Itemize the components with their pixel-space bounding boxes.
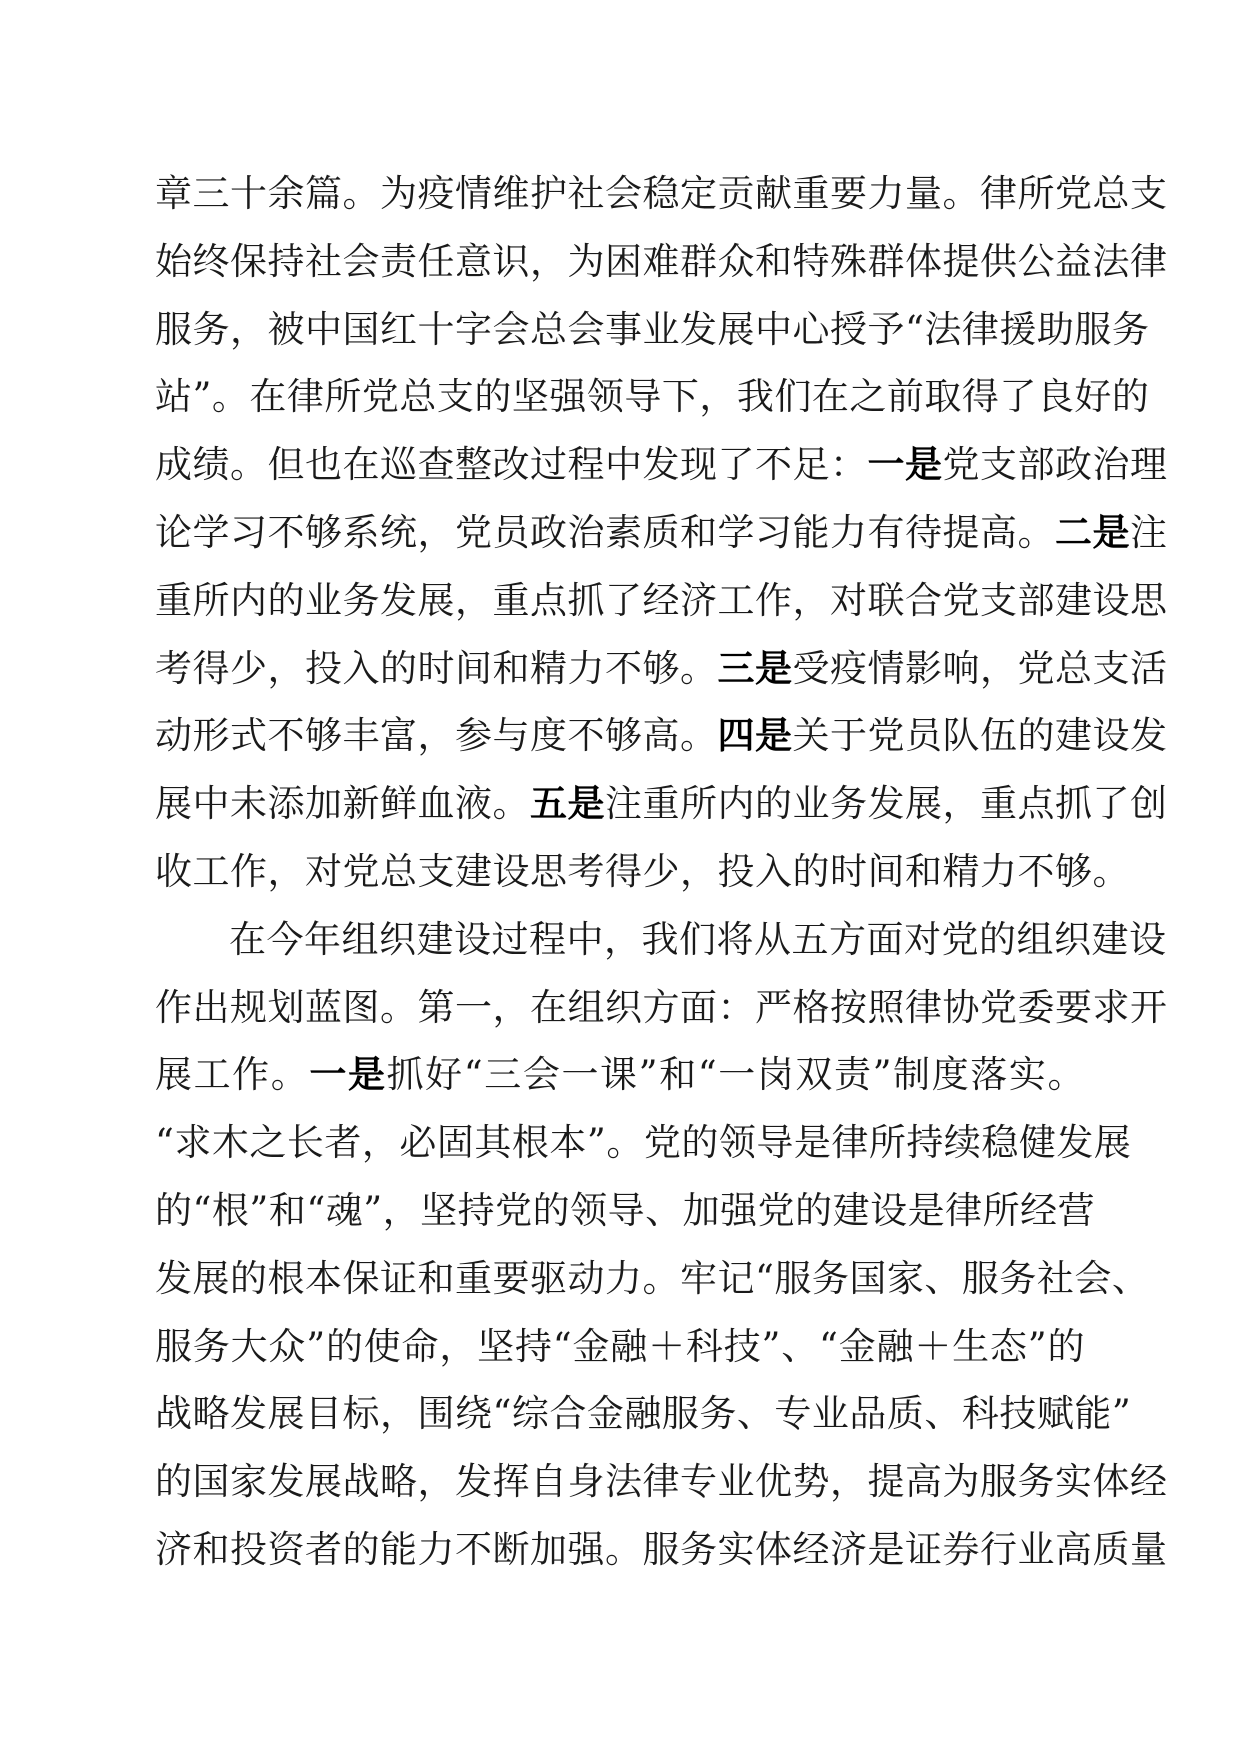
text-segment: 动形式不够丰富，参与度不够高。 <box>155 714 718 758</box>
text-line <box>155 1448 1168 1516</box>
text-line <box>155 1245 1150 1313</box>
text-segment: 发展的根本保证和重要驱动力。牢记“服务国家、服务社会、 <box>155 1256 1150 1300</box>
text-line <box>155 228 1168 296</box>
emphasis-label: 四是 <box>717 714 793 758</box>
text-line <box>155 1177 1096 1245</box>
text-segment: 战略发展目标，围绕“综合金融服务、专业品质、科技赋能” <box>155 1392 1132 1436</box>
text-segment: 关于党员队伍的建设发 <box>792 714 1168 758</box>
text-segment: 展中未添加新鲜血液。 <box>155 782 530 826</box>
text-line <box>155 499 1168 567</box>
text-line <box>155 567 1168 635</box>
text-segment: 论学习不够系统，党员政治素质和学习能力有待提高。 <box>155 510 1055 554</box>
text-line <box>155 906 1167 974</box>
text-line <box>155 1380 1132 1448</box>
text-line <box>155 1041 1085 1109</box>
text-line <box>155 363 1150 431</box>
text-segment: 服务大众”的使命，坚持“金融＋科技”、“金融＋生态”的 <box>155 1324 1085 1368</box>
text-segment: 的“根”和“魂”，坚持党的领导、加强党的建设是律所经营 <box>155 1188 1096 1232</box>
text-segment: 济和投资者的能力不断加强。服务实体经济是证券行业高质量 <box>155 1527 1168 1571</box>
text-segment: 成绩。但也在巡查整改过程中发现了不足： <box>155 443 868 487</box>
paragraph-2 <box>155 906 1168 1584</box>
text-segment: 考得少，投入的时间和精力不够。 <box>155 646 718 690</box>
text-segment: 重所内的业务发展，重点抓了经济工作，对联合党支部建设思 <box>155 578 1168 622</box>
emphasis-label: 一是 <box>309 1053 387 1097</box>
text-segment: 在今年组织建设过程中，我们将从五方面对党的组织建设 <box>229 917 1167 961</box>
text-segment: 受疫情影响，党总支活 <box>792 646 1168 690</box>
text-line <box>155 1516 1168 1584</box>
text-segment: 站”。在律所党总支的坚强领导下，我们在之前取得了良好的 <box>155 375 1150 419</box>
text-segment: 始终保持社会责任意识，为困难群众和特殊群体提供公益法律 <box>155 239 1168 283</box>
text-line <box>155 1109 1132 1177</box>
text-line <box>155 1313 1085 1381</box>
text-segment: 章三十余篇。为疫情维护社会稳定贡献重要力量。律所党总支 <box>155 172 1168 215</box>
body-text <box>155 160 1168 1584</box>
text-line <box>155 160 1168 228</box>
text-segment: 收工作，对党总支建设思考得少，投入的时间和精力不够。 <box>155 849 1130 893</box>
text-segment: 党支部政治理 <box>942 443 1168 487</box>
text-line <box>155 431 1168 499</box>
text-segment: 注重所内的业务发展，重点抓了创 <box>605 782 1168 826</box>
text-segment: 抓好“三会一课”和“一岗双责”制度落实。 <box>386 1053 1085 1097</box>
text-line <box>155 296 1150 364</box>
emphasis-label: 五是 <box>530 782 605 826</box>
text-segment: “求木之长者，必固其根本”。党的领导是律所持续稳健发展 <box>155 1121 1132 1165</box>
emphasis-label: 二是 <box>1055 510 1130 554</box>
text-line <box>155 702 1168 770</box>
text-line <box>155 974 1168 1042</box>
text-segment: 服务，被中国红十字会总会事业发展中心授予“法律援助服务 <box>155 307 1150 351</box>
text-segment: 注 <box>1130 510 1168 554</box>
text-segment: 作出规划蓝图。第一，在组织方面：严格按照律协党委要求开 <box>155 985 1168 1029</box>
text-segment: 的国家发展战略，发挥自身法律专业优势，提高为服务实体经 <box>155 1460 1168 1504</box>
text-line <box>155 838 1130 906</box>
text-line <box>155 770 1168 838</box>
paragraph-1 <box>155 160 1168 906</box>
emphasis-label: 三是 <box>717 646 793 690</box>
text-segment: 展工作。 <box>155 1053 310 1097</box>
emphasis-label: 一是 <box>867 443 943 487</box>
text-line <box>155 635 1168 703</box>
